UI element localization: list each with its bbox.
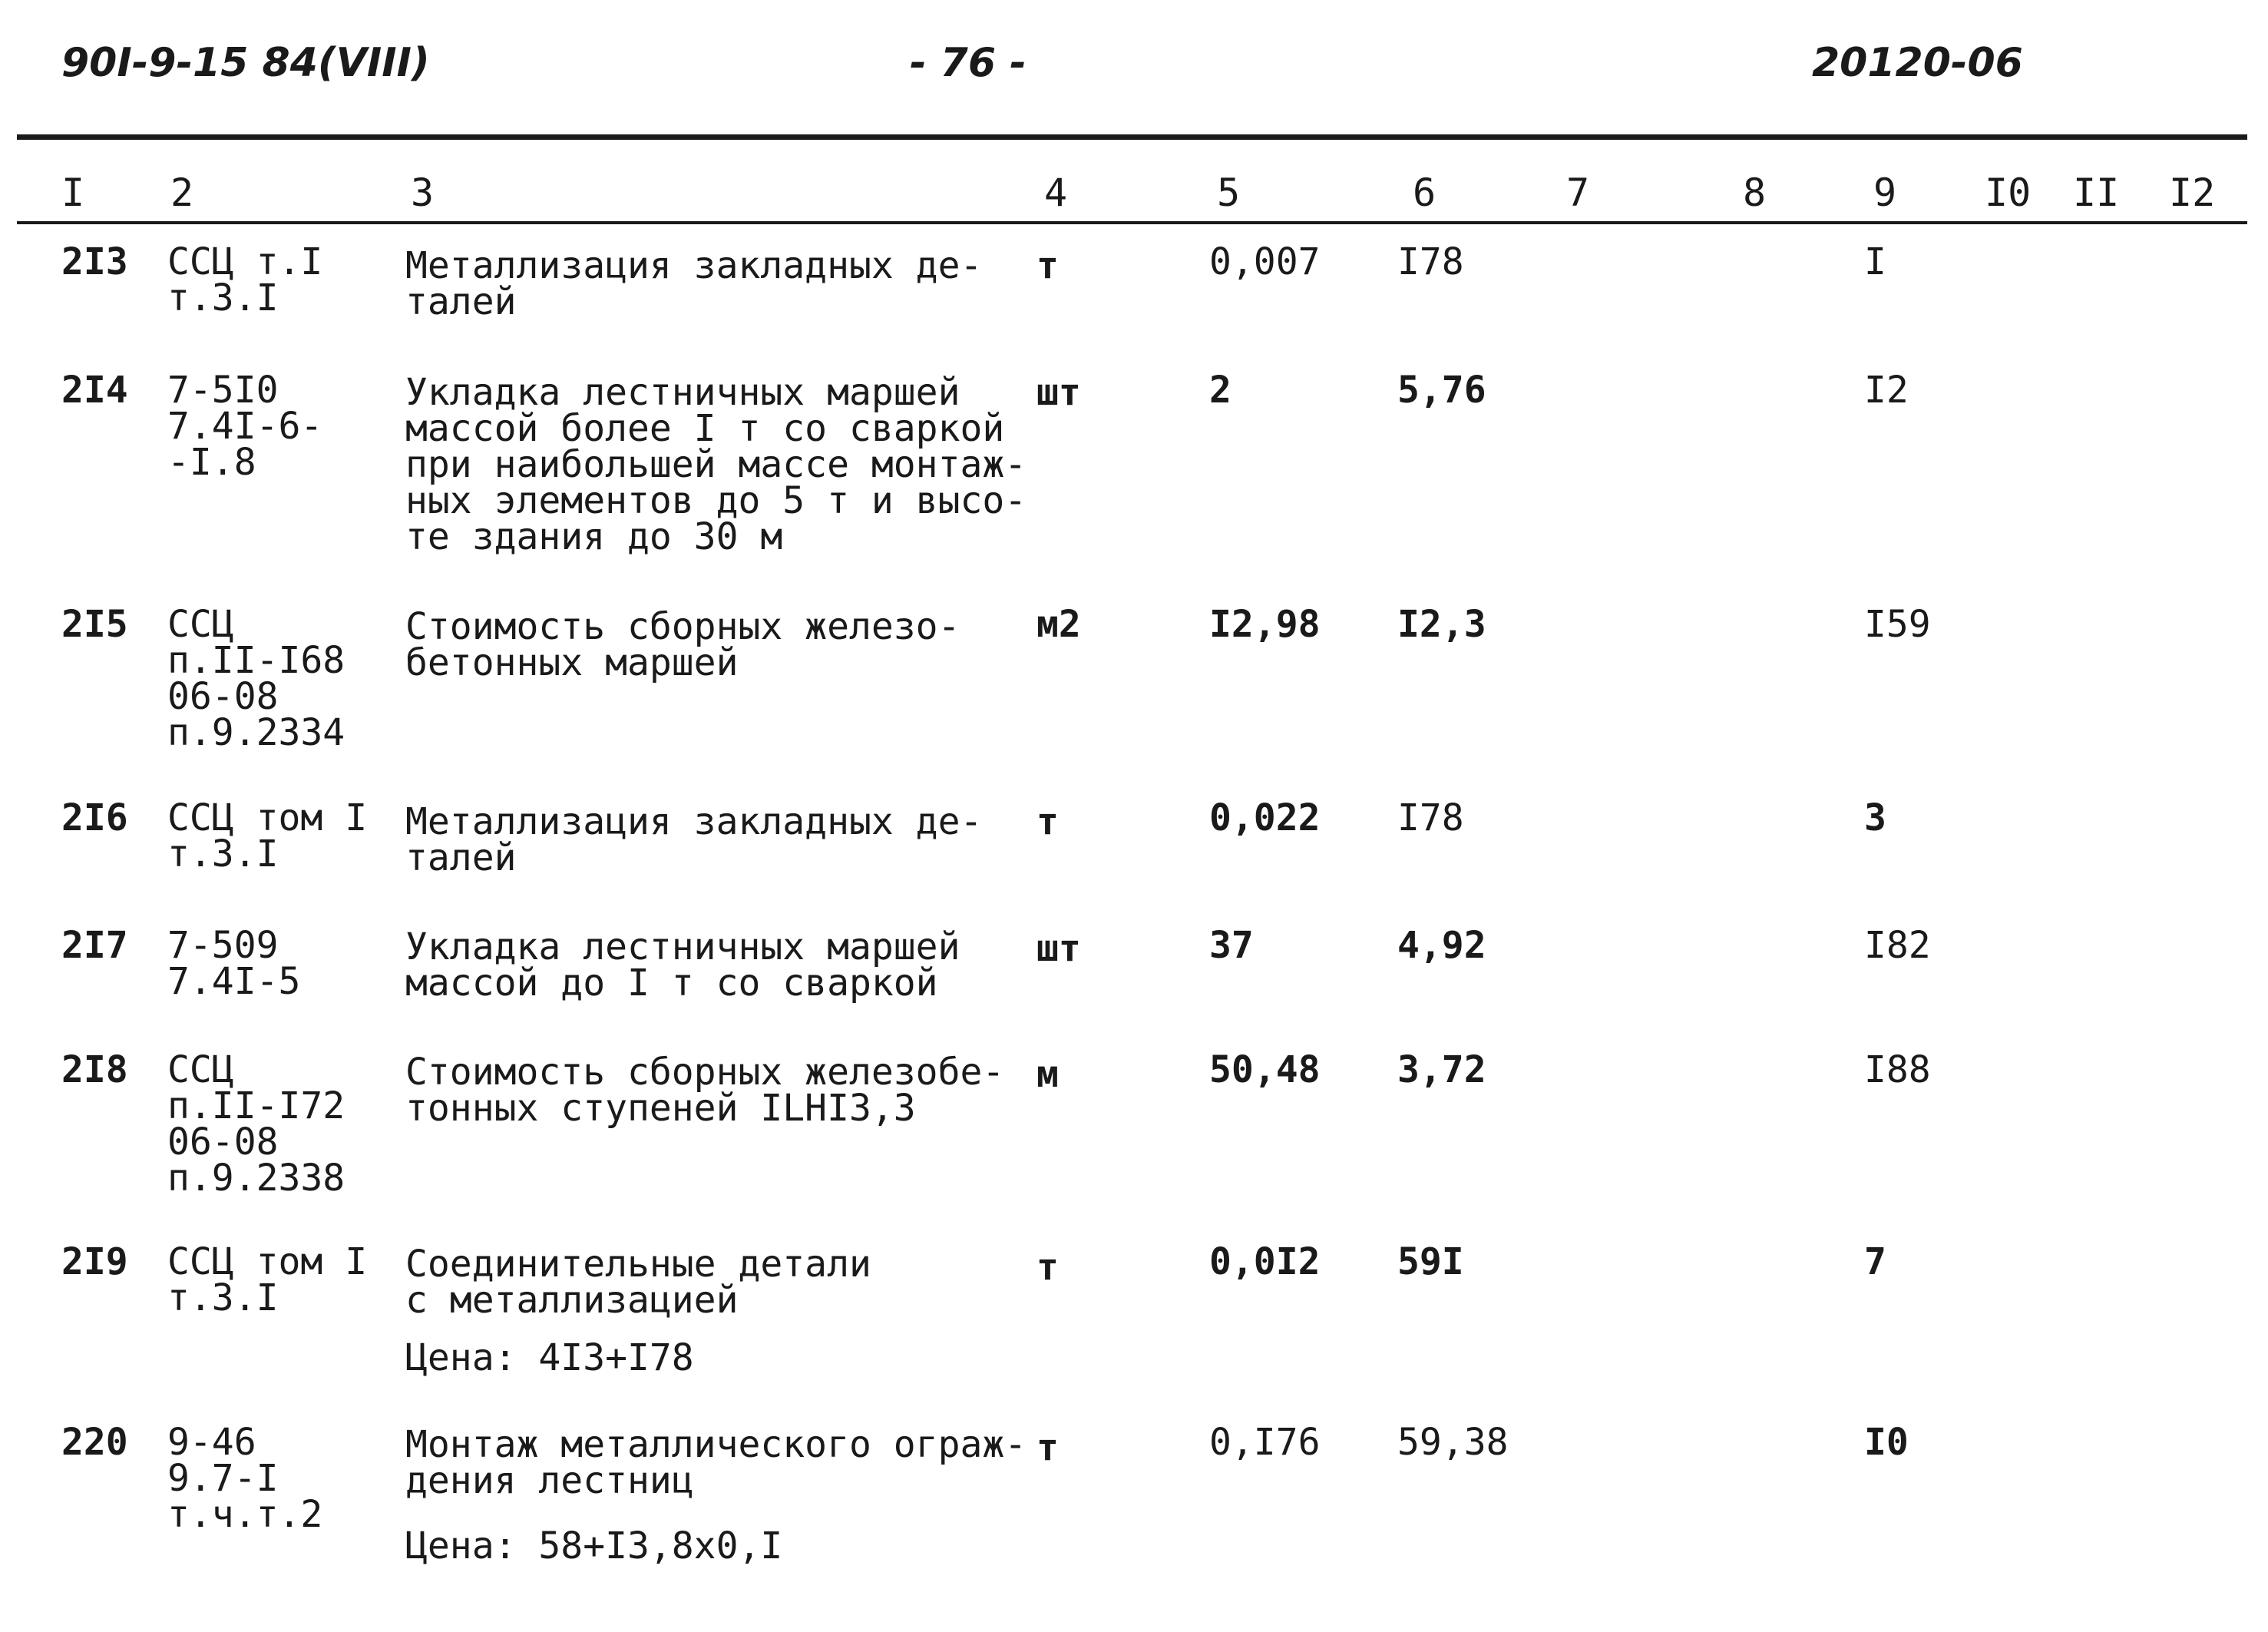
- reference-code: 20120-06: [1812, 40, 2023, 86]
- row-description: Укладка лестничных маршей массой более I т со сваркой при наибольшей массе монтаж- ных элементов до 5 т и высо- те здания до 30 м: [405, 371, 1027, 558]
- column-number-11: II: [2073, 170, 2120, 215]
- row-reference: ССЦ т.I т.3.I: [167, 240, 323, 319]
- row-unit: т: [1036, 1426, 1059, 1469]
- row-reference: 7-509 7.4I-5: [167, 924, 301, 1003]
- page-number: - 76 -: [910, 40, 1027, 86]
- row-description: Стоимость сборных железобе- тонных ступеней ILНI3,3: [405, 1051, 1005, 1130]
- row-reference: ССЦ том I т.3.I: [167, 796, 368, 876]
- column-number-9: 9: [1873, 170, 1897, 215]
- top-rule: [17, 134, 2247, 140]
- column-number-7: 7: [1566, 170, 1590, 215]
- row-quantity: 37: [1209, 924, 1254, 967]
- row-number: 2I4: [61, 369, 128, 412]
- row-unit-price: 59,38: [1397, 1421, 1509, 1464]
- row-reference: ССЦ том I т.3.I: [167, 1240, 368, 1319]
- document-code: 90I-9-15 84(VIII): [61, 40, 430, 86]
- row-total: I0: [1864, 1421, 1909, 1464]
- row-unit: т: [1036, 244, 1059, 287]
- row-number: 2I6: [61, 796, 128, 839]
- row-description: Стоимость сборных железо- бетонных маршей: [405, 605, 960, 684]
- row-unit-price: 3,72: [1397, 1048, 1486, 1091]
- row-total: 3: [1864, 796, 1886, 839]
- row-description: Соединительные детали с металлизацией: [405, 1243, 871, 1322]
- row-number: 2I9: [61, 1240, 128, 1283]
- column-number-6: 6: [1413, 170, 1437, 215]
- header-rule: [17, 221, 2247, 224]
- row-description: Металлизация закладных де- талей: [405, 800, 983, 879]
- row-unit: шт: [1036, 927, 1081, 970]
- row-number: 2I3: [61, 240, 128, 283]
- column-number-5: 5: [1217, 170, 1241, 215]
- row-total: I: [1864, 240, 1886, 283]
- row-total: I82: [1864, 924, 1931, 967]
- column-number-12: I2: [2169, 170, 2216, 215]
- row-unit: шт: [1036, 371, 1081, 414]
- row-unit: м2: [1036, 603, 1081, 646]
- row-quantity: 2: [1209, 369, 1232, 412]
- row-number: 220: [61, 1421, 128, 1464]
- row-quantity: 0,007: [1209, 240, 1321, 283]
- row-reference: 7-5I0 7.4I-6- -I.8: [167, 369, 323, 484]
- row-unit-price: 4,92: [1397, 924, 1486, 967]
- row-unit: м: [1036, 1053, 1059, 1096]
- price-note: Цена: 58+I3,8х0,I: [405, 1524, 783, 1567]
- row-unit-price: I78: [1397, 240, 1464, 283]
- row-number: 2I7: [61, 924, 128, 967]
- row-reference: ССЦ п.II-I68 06-08 п.9.2334: [167, 603, 345, 754]
- row-description: Укладка лестничных маршей массой до I т со сваркой: [405, 925, 960, 1005]
- row-total: I2: [1864, 369, 1909, 412]
- row-reference: 9-46 9.7-I т.ч.т.2: [167, 1421, 323, 1536]
- row-description: Монтаж металлического ограж- дения лестниц: [405, 1423, 1027, 1502]
- row-unit-price: I78: [1397, 796, 1464, 839]
- row-quantity: 0,022: [1209, 796, 1321, 839]
- row-quantity: 0,I76: [1209, 1421, 1321, 1464]
- row-number: 2I5: [61, 603, 128, 646]
- row-unit: т: [1036, 800, 1059, 843]
- row-unit-price: 5,76: [1397, 369, 1486, 412]
- row-quantity: 50,48: [1209, 1048, 1321, 1091]
- column-number-10: I0: [1985, 170, 2032, 215]
- column-number-3: 3: [411, 170, 435, 215]
- row-total: I88: [1864, 1048, 1931, 1091]
- column-number-1: I: [61, 170, 85, 215]
- row-total: I59: [1864, 603, 1931, 646]
- row-description: Металлизация закладных де- талей: [405, 244, 983, 323]
- row-unit-price: I2,3: [1397, 603, 1486, 646]
- column-number-2: 2: [170, 170, 194, 215]
- row-unit-price: 59I: [1397, 1240, 1464, 1283]
- row-total: 7: [1864, 1240, 1886, 1283]
- column-number-8: 8: [1743, 170, 1767, 215]
- row-unit: т: [1036, 1246, 1059, 1289]
- row-quantity: I2,98: [1209, 603, 1321, 646]
- row-quantity: 0,0I2: [1209, 1240, 1321, 1283]
- row-reference: ССЦ п.II-I72 06-08 п.9.2338: [167, 1048, 345, 1200]
- column-number-4: 4: [1044, 170, 1068, 215]
- price-note: Цена: 4I3+I78: [405, 1336, 694, 1379]
- row-number: 2I8: [61, 1048, 128, 1091]
